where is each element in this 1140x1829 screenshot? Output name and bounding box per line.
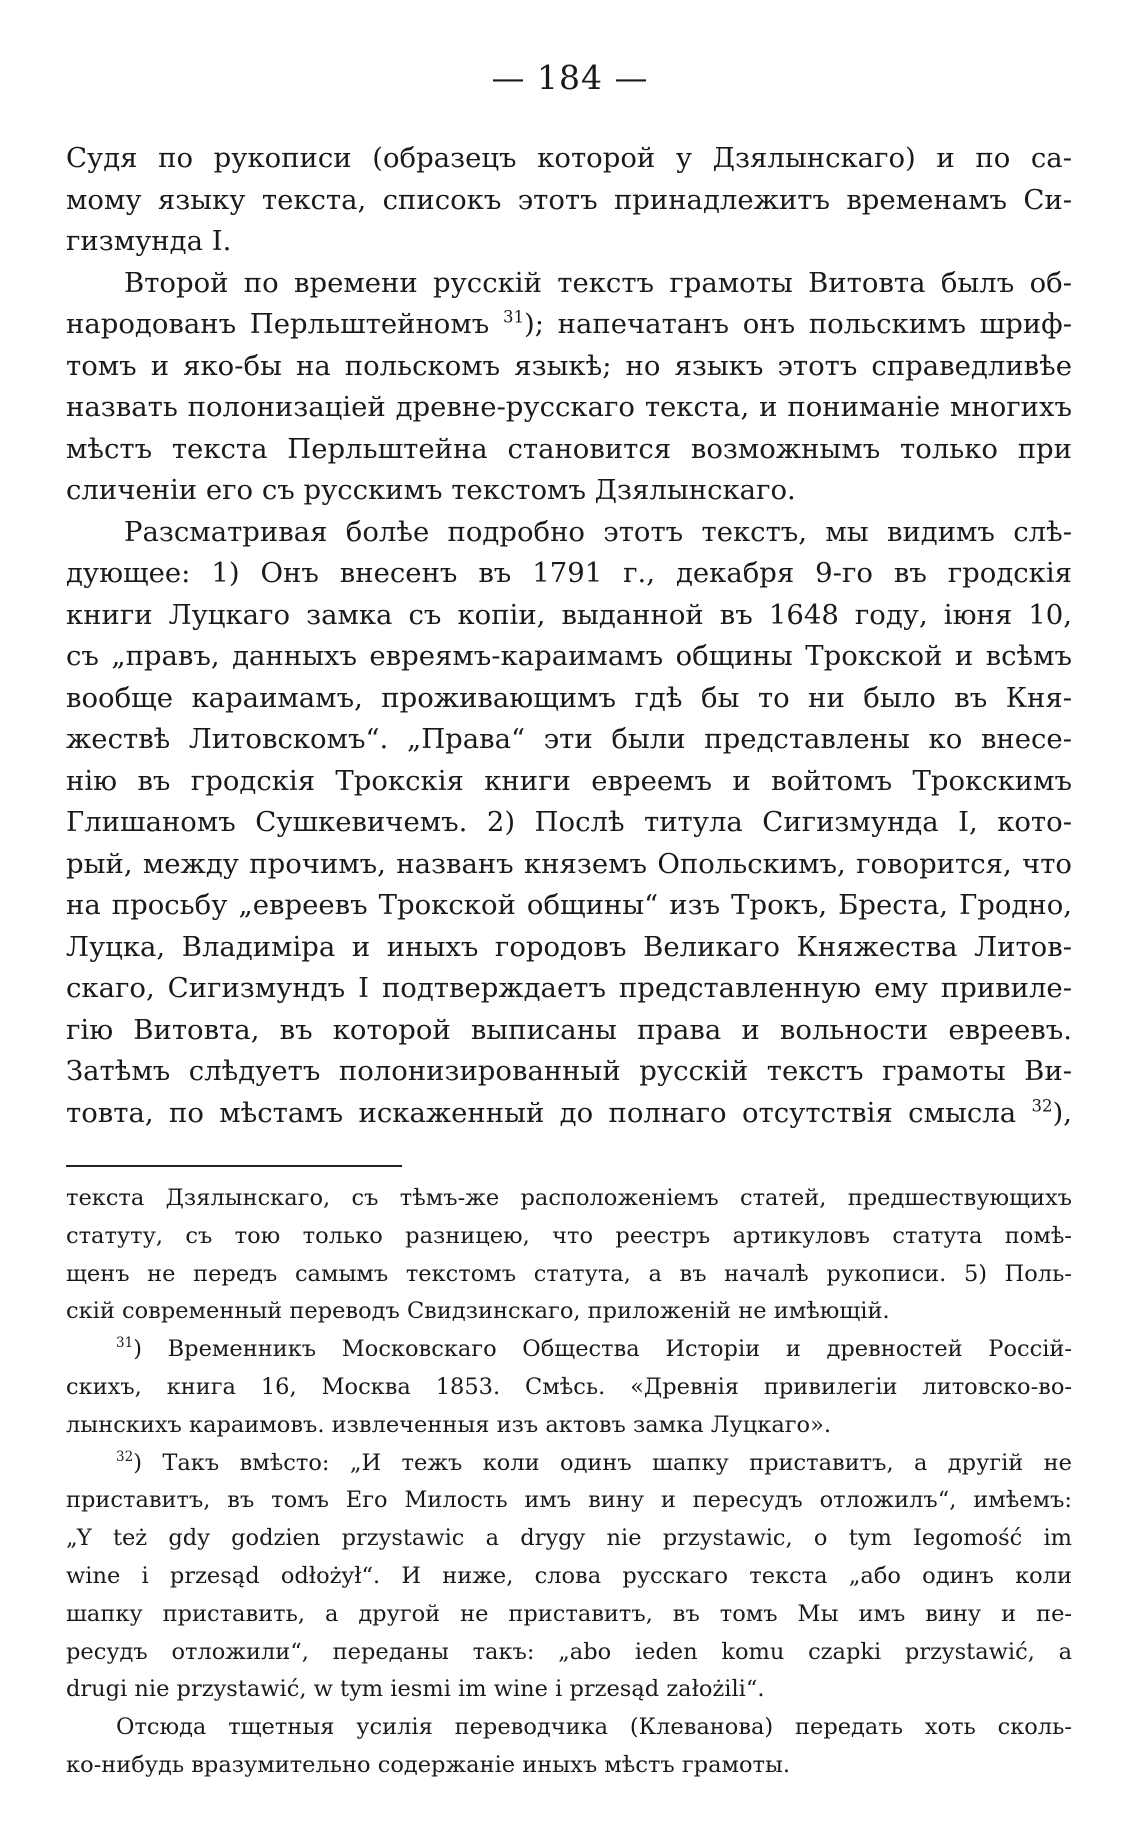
text-segment: ) Временникъ Московскаго Общества Исторіи и древностей Россій- xyxy=(133,1336,1072,1363)
text-line: дующее: 1) Онъ внесенъ въ 1791 г., декабря 9-го въ гродскія xyxy=(66,557,1072,589)
text-line: нію въ гродскія Трокскія книги евреемъ и войтомъ Трокскимъ xyxy=(66,764,1072,797)
footnote-31-line xyxy=(66,1331,1072,1369)
text-line: Затѣмъ слѣдуетъ полонизированный русскій текстъ грамоты Ви- xyxy=(66,1055,1072,1087)
text-segment: ), xyxy=(1052,1096,1072,1129)
text-line: Разсматривая болѣе подробно этотъ текстъ, мы видимъ слѣ- xyxy=(124,515,1072,548)
text-line: назвать полонизаціей древне-русскаго текста, и пониманіе многихъ xyxy=(66,391,1072,423)
footnote-ref-31: 31 xyxy=(502,307,524,327)
text-line-with-footnote xyxy=(66,1093,1072,1135)
footnote-marker-32: 32 xyxy=(116,1448,134,1465)
text-line: на просьбу „евреевъ Трокской общины“ изъ Трокъ, Бреста, Гродно, xyxy=(66,889,1072,921)
footnote-marker-31: 31 xyxy=(116,1335,134,1352)
footnote-line: текста Дзялынскаго, съ тѣмъ-же расположеніемъ статей, предшествующихъ xyxy=(66,1185,1072,1211)
text-line: мому языку текста, списокъ этотъ принадлежитъ временамъ Си- xyxy=(66,183,1072,216)
footnote-line: ко-нибудь вразумительно содержаніе иныхъ мѣстъ грамоты. xyxy=(66,1751,791,1778)
footnote-line: щенъ не передъ самымъ текстомъ статута, а въ началѣ рукописи. 5) Поль- xyxy=(66,1260,1072,1287)
text-line: Луцка, Владиміра и иныхъ городовъ Великаго Княжества Литов- xyxy=(66,930,1072,963)
footnote-line: статуту, съ тою только разницею, что реестръ артикуловъ статута помѣ- xyxy=(66,1222,1072,1249)
text-line: сличеніи его съ русскимъ текстомъ Дзялынскаго. xyxy=(66,474,796,506)
footnote-line: скій современный переводъ Свидзинскаго, приложеній не имѣющій. xyxy=(66,1298,890,1325)
main-text xyxy=(66,138,1072,1134)
text-line: книги Луцкаго замка съ копіи, выданной въ 1648 году, іюня 10, xyxy=(66,598,1072,631)
text-line: Глишаномъ Сушкевичемъ. 2) Послѣ титула Сигизмунда I, кото- xyxy=(66,806,1072,838)
footnote-line: лынскихъ караимовъ. извлеченныя изъ актовъ замка Луцкаго». xyxy=(66,1411,831,1438)
page-number: — 184 — xyxy=(491,58,649,97)
footnote-line: drugi nie przystawić, w tym iesmi im wine i przesąd założili“. xyxy=(66,1676,765,1703)
text-segment: народованъ Перльштейномъ xyxy=(66,308,503,340)
footnotes xyxy=(66,1180,1072,1785)
footnote-32-line xyxy=(66,1445,1072,1483)
text-segment: ); напечатанъ онъ польскимъ шриф- xyxy=(523,308,1072,340)
footnote-line: wine i przesąd odłożył“. И ниже, слова русскаго текста „або одинъ коли xyxy=(66,1562,1072,1589)
footnote-line: шапку приставить, а другой не приставитъ, въ томъ Мы имъ вину и пе- xyxy=(66,1600,1072,1627)
footnote-line: приставитъ, въ томъ Его Милость имъ вину и пересудъ отложилъ“, имѣемъ: xyxy=(66,1487,1072,1514)
text-line: вообще караимамъ, проживающимъ гдѣ бы то ни было въ Кня- xyxy=(66,681,1072,714)
footnote-line: ресудъ отложили“, переданы такъ: „abo ieden komu czapki przystawić, a xyxy=(66,1638,1072,1665)
text-line: жествѣ Литовскомъ“. „Права“ эти были представлены ко внесе- xyxy=(66,723,1072,755)
text-line: рый, между прочимъ, названъ княземъ Опольскимъ, говорится, что xyxy=(66,847,1072,880)
text-line-with-footnote xyxy=(66,304,1072,346)
footnote-divider xyxy=(66,1165,402,1167)
text-line: томъ и яко-бы на польскомъ языкѣ; но языкъ этотъ справедливѣе xyxy=(66,349,1072,382)
footnote-line: скихъ, книга 16, Москва 1853. Смѣсь. «Древнія привилегіи литовско-во- xyxy=(66,1373,1072,1400)
text-line: скаго, Сигизмундъ I подтверждаетъ представленную ему привиле- xyxy=(66,972,1072,1004)
text-line: Второй по времени русскій текстъ грамоты Витовта былъ об- xyxy=(124,266,1072,299)
footnote-line: „Y też gdy godzien przystawic a drygy nie przystawic, o tym Iegomość im xyxy=(66,1525,1072,1552)
text-line: съ „правъ, данныхъ евреямъ-караимамъ общины Трокской и всѣмъ xyxy=(66,640,1072,672)
footnote-ref-32: 32 xyxy=(1031,1095,1053,1115)
text-segment: товта, по мѣстамъ искаженный до полнаго отсутствія смысла xyxy=(66,1096,1032,1129)
text-line: гію Витовта, въ которой выписаны права и вольности евреевъ. xyxy=(66,1013,1072,1046)
footnote-line: Отсюда тщетныя усилія переводчика (Клеванова) передать хоть сколь- xyxy=(116,1714,1072,1741)
text-segment: ) Такъ вмѣсто: „И тежъ коли одинъ шапку приставитъ, а другій не xyxy=(133,1449,1072,1476)
text-line: гизмунда I. xyxy=(66,225,232,257)
text-line: Судя по рукописи (образецъ которой у Дзялынскаго) и по са- xyxy=(66,142,1072,174)
text-line: мѣстъ текста Перльштейна становится возможнымъ только при xyxy=(66,432,1072,465)
